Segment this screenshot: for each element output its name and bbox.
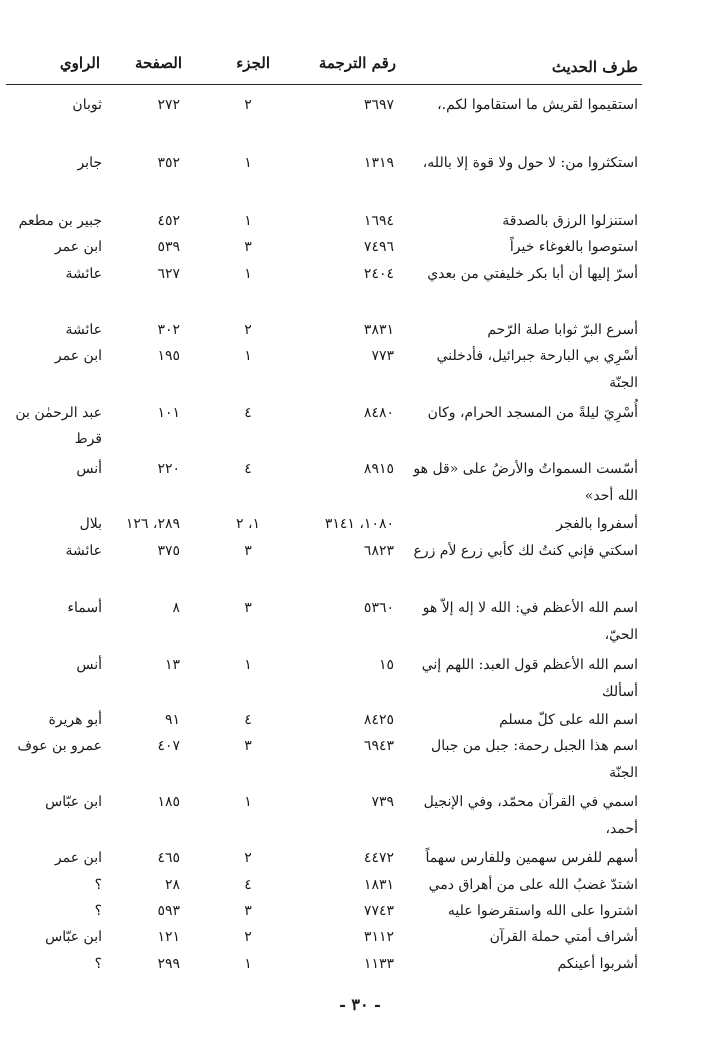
page-cell: ٩١ — [164, 712, 180, 728]
hadith-cell: اسكتي فإني كنتُ لك كأبي زرع لأم زرع — [413, 543, 638, 559]
tarjama-cell: ٧٧٤٣ — [363, 903, 394, 919]
page-number: - ٣٠ - — [339, 995, 381, 1014]
page-cell: ٥٣٩ — [157, 239, 180, 255]
page-cell: ٢٨٩، ١٢٦ — [125, 516, 180, 532]
header-juz: الجزء — [236, 54, 270, 72]
juz-cell: ٤ — [244, 461, 252, 477]
table-row — [0, 945, 720, 971]
table-row — [0, 255, 720, 311]
hadith-cell: أشراف أمتي حملة القرآن — [489, 929, 638, 945]
table-row — [0, 450, 720, 505]
table-row — [0, 646, 720, 701]
rawi-cell: بلال — [79, 516, 102, 532]
juz-cell: ٤ — [244, 712, 252, 728]
tarjama-cell: ٤٤٧٢ — [363, 850, 394, 866]
hadith-cell: استقيموا لقريش ما استقاموا لكم.، — [437, 97, 638, 113]
page-cell: ٤٥٢ — [157, 213, 180, 229]
hadith-cell: أشربوا أعينكم — [557, 956, 638, 972]
juz-cell: ١ — [244, 213, 252, 229]
table-row — [0, 337, 720, 394]
table-row — [0, 505, 720, 532]
juz-cell: ١ — [244, 657, 252, 673]
page-cell: ٢٩٩ — [157, 956, 180, 972]
index-table — [0, 86, 720, 971]
table-row — [0, 783, 720, 839]
juz-cell: ١ — [244, 266, 252, 282]
tarjama-cell: ١٨٣١ — [363, 877, 394, 893]
rawi-cell: عبد الرحمٰن بن قرط — [15, 405, 102, 447]
rawi-cell: ابن عمر — [54, 239, 102, 255]
header-rawi: الراوي — [59, 54, 100, 72]
juz-cell: ١ — [244, 348, 252, 364]
hadith-cell: استكثروا من: لا حول ولا قوة إلا بالله، — [422, 155, 638, 171]
juz-cell: ١ — [244, 956, 252, 972]
hadith-cell: أسْرِي بي البارحة جبرائيل، فأدخلني الجنّة — [436, 348, 638, 391]
table-row — [0, 727, 720, 783]
table-row — [0, 311, 720, 337]
table-row — [0, 892, 720, 918]
tarjama-cell: ١٦٩٤ — [363, 213, 394, 229]
juz-cell: ٢ — [244, 929, 252, 945]
page-cell: ٣٧٥ — [157, 543, 180, 559]
table-row — [0, 394, 720, 450]
hadith-cell: أسّست السمواتُ والأرضُ على «قل هو الله أحد» — [413, 461, 638, 504]
hadith-cell: أسهم للفرس سهمين وللفارس سهماً — [425, 850, 638, 866]
page-cell: ٥٩٣ — [157, 903, 180, 919]
juz-cell: ٢ — [244, 850, 252, 866]
page-cell: ١٠١ — [157, 405, 180, 421]
juz-cell: ٣ — [244, 738, 252, 754]
tarjama-cell: ١٥ — [378, 657, 394, 673]
rawi-cell: ابن عبّاس — [45, 929, 102, 945]
tarjama-cell: ٦٨٢٣ — [363, 543, 394, 559]
page-cell: ١٢١ — [157, 929, 180, 945]
table-header — [0, 52, 720, 82]
rawi-cell: أنس — [76, 657, 102, 673]
page-cell: ١٩٥ — [157, 348, 180, 364]
tarjama-cell: ١٠٨٠، ٣١٤١ — [324, 516, 394, 532]
rawi-cell: جابر — [77, 155, 102, 171]
rawi-cell: ابن عمر — [54, 850, 102, 866]
header-tarjama: رقم الترجمة — [318, 54, 396, 72]
rawi-cell: ثوبان — [72, 97, 102, 113]
rawi-cell: عائشة — [65, 543, 102, 559]
tarjama-cell: ٨٩١٥ — [363, 461, 394, 477]
tarjama-cell: ١٣١٩ — [363, 155, 394, 171]
juz-cell: ٣ — [244, 543, 252, 559]
header-hadith: طرف الحديث — [551, 58, 638, 76]
juz-cell: ٣ — [244, 600, 252, 616]
juz-cell: ١ — [244, 155, 252, 171]
tarjama-cell: ٧٧٣ — [371, 348, 394, 364]
tarjama-cell: ٦٩٤٣ — [363, 738, 394, 754]
header-page: الصفحة — [134, 54, 182, 72]
tarjama-cell: ٨٤٨٠ — [363, 405, 394, 421]
page-cell: ٢٨ — [164, 877, 180, 893]
tarjama-cell: ٣٨٣١ — [363, 322, 394, 338]
juz-cell: ٢ — [244, 322, 252, 338]
page-cell: ١٣ — [164, 657, 180, 673]
page-cell: ١٨٥ — [157, 794, 180, 810]
page-cell: ٣٥٢ — [157, 155, 180, 171]
page-cell: ٣٠٢ — [157, 322, 180, 338]
tarjama-cell: ٣١١٢ — [363, 929, 394, 945]
table-row — [0, 144, 720, 202]
tarjama-cell: ٣٦٩٧ — [363, 97, 394, 113]
hadith-cell: استنزلوا الرزق بالصدقة — [502, 213, 638, 229]
table-row — [0, 701, 720, 727]
juz-cell: ١ — [244, 794, 252, 810]
juz-cell: ٣ — [244, 239, 252, 255]
hadith-cell: أسفروا بالفجر — [556, 516, 638, 532]
table-row — [0, 202, 720, 228]
hadith-cell: اشتروا على الله واستقرضوا عليه — [447, 903, 638, 919]
tarjama-cell: ٧٤٩٦ — [363, 239, 394, 255]
hadith-cell: اسم الله الأعظم في: الله لا إله إلاّ هو الحيّ، — [422, 600, 638, 643]
juz-cell: ١، ٢ — [235, 516, 261, 532]
rawi-cell: أبو هريرة — [48, 712, 102, 728]
rawi-cell: ؟ — [94, 956, 102, 972]
page-cell: ٤٠٧ — [157, 738, 180, 754]
juz-cell: ٢ — [244, 97, 252, 113]
rawi-cell: ؟ — [94, 877, 102, 893]
rawi-cell: ؟ — [94, 903, 102, 919]
table-row — [0, 589, 720, 646]
page-cell: ٤٦٥ — [157, 850, 180, 866]
rawi-cell: عائشة — [65, 322, 102, 338]
table-row — [0, 866, 720, 892]
juz-cell: ٤ — [244, 405, 252, 421]
page-cell: ٢٧٢ — [157, 97, 180, 113]
hadith-cell: أسرع البرّ ثوابا صلة الرّحم — [487, 322, 638, 338]
rawi-cell: عمرو بن عوف — [17, 738, 102, 754]
rawi-cell: أسماء — [67, 600, 102, 616]
rawi-cell: ابن عبّاس — [45, 794, 102, 810]
tarjama-cell: ٢٤٠٤ — [363, 266, 394, 282]
table-row — [0, 839, 720, 866]
hadith-cell: أسرّ إليها أن أبا بكر خليفتي من بعدي — [427, 266, 638, 282]
table-row — [0, 228, 720, 255]
rawi-cell: جبير بن مطعم — [18, 213, 102, 229]
hadith-cell: اشتدّ غضبُ الله على من أهراق دمي — [428, 877, 638, 893]
juz-cell: ٣ — [244, 903, 252, 919]
rawi-cell: عائشة — [65, 266, 102, 282]
tarjama-cell: ١١٣٣ — [363, 956, 394, 972]
page-cell: ٢٢٠ — [157, 461, 180, 477]
page-cell: ٦٢٧ — [157, 266, 180, 282]
page-cell: ٨ — [172, 600, 180, 616]
tarjama-cell: ٧٣٩ — [371, 794, 394, 810]
table-row — [0, 86, 720, 144]
tarjama-cell: ٥٣٦٠ — [363, 600, 394, 616]
juz-cell: ٤ — [244, 877, 252, 893]
hadith-cell: استوصوا بالغوغاء خيراً — [509, 239, 638, 255]
tarjama-cell: ٨٤٢٥ — [363, 712, 394, 728]
rawi-cell: ابن عمر — [54, 348, 102, 364]
hadith-cell: اسم الله على كلّ مسلم — [499, 712, 638, 728]
hadith-cell: اسم هذا الجبل رحمة: جبل من جبال الجنّة — [431, 738, 638, 781]
table-row — [0, 918, 720, 945]
hadith-cell: اسم الله الأعظم قول العبد: اللهم إني أسألك — [421, 657, 638, 700]
header-divider — [6, 84, 642, 85]
rawi-cell: أنس — [76, 461, 102, 477]
hadith-cell: اسمي في القرآن محمّد، وفي الإنجيل أحمد، — [423, 794, 638, 837]
table-row — [0, 532, 720, 589]
hadith-cell: أُسْرِيَ ليلةً من المسجد الحرام، وكان — [427, 405, 638, 421]
